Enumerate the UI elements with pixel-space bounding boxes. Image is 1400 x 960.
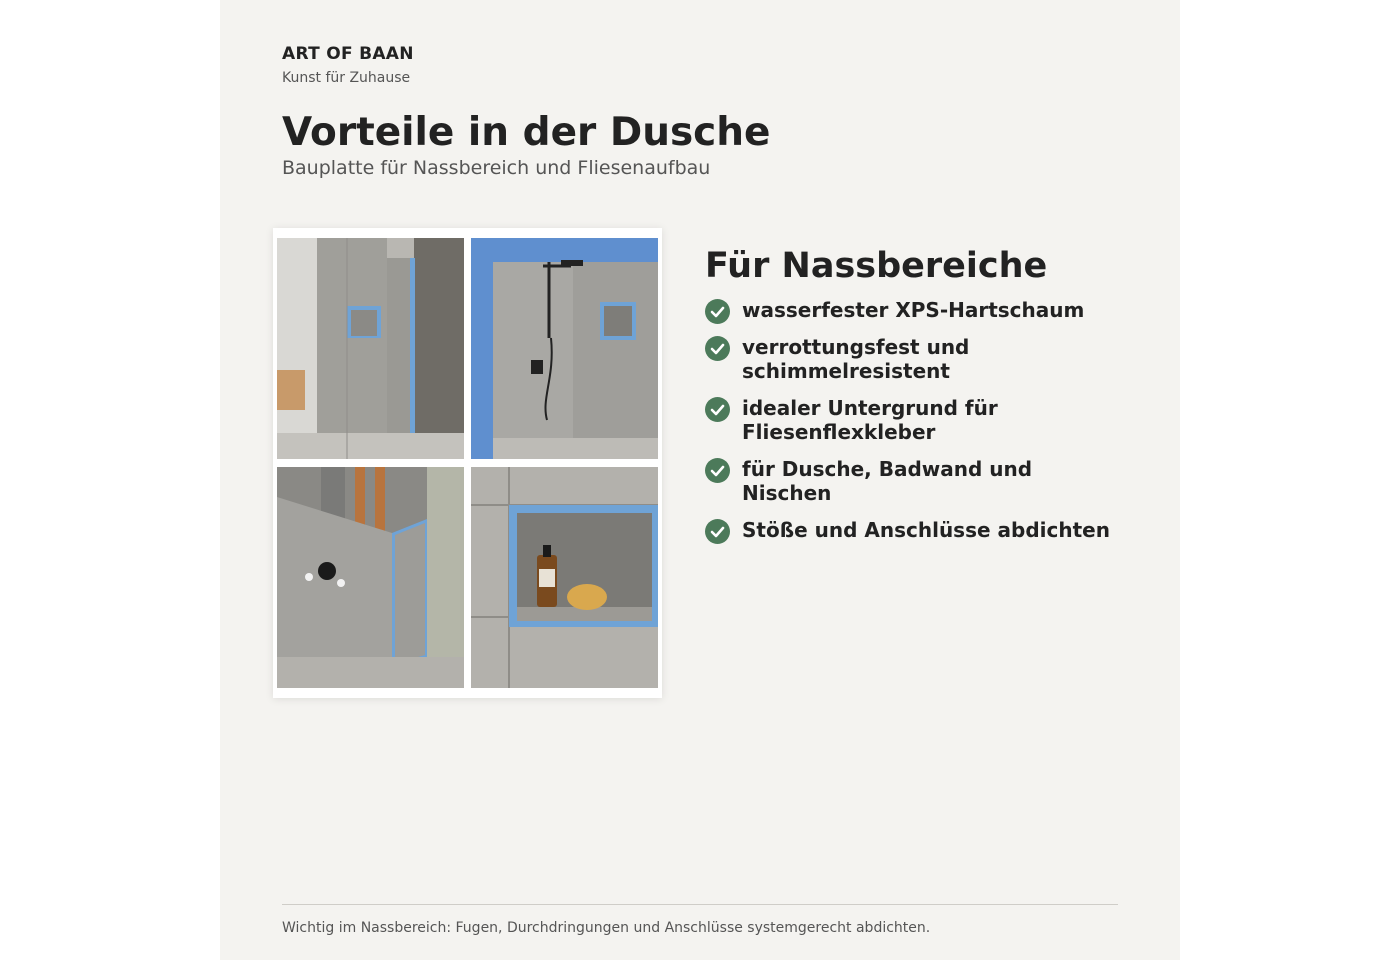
- brand-name: ART OF BAAN: [282, 44, 414, 64]
- feature-item: [705, 457, 1125, 505]
- page-title: Vorteile in der Dusche: [282, 110, 771, 155]
- check-circle-icon: [705, 458, 730, 483]
- feature-text: für Dusche, Badwand und Nischen: [742, 457, 1033, 505]
- photo-wall-boards: [277, 238, 464, 459]
- check-circle-icon: [705, 299, 730, 324]
- feature-list: [705, 298, 1125, 542]
- check-circle-icon: [705, 336, 730, 361]
- brand-tagline: Kunst für Zuhause: [282, 70, 411, 86]
- feature-text: verrottungsfest und schimmelresistent: [742, 335, 970, 383]
- product-photo-collage: [273, 228, 662, 698]
- photo-tiled-niche: [471, 467, 658, 688]
- brand-block: [282, 44, 414, 86]
- check-circle-icon: [705, 397, 730, 422]
- photo-shower-wall: [471, 238, 658, 459]
- features-panel: [705, 246, 1125, 555]
- feature-item: [705, 396, 1125, 444]
- photo-prewall-pipes: [277, 467, 464, 688]
- check-circle-icon: [705, 519, 730, 544]
- page-subtitle: Bauplatte für Nassbereich und Fliesenaufbau: [282, 157, 711, 179]
- feature-text: Stöße und Anschlüsse abdichten: [742, 518, 1110, 542]
- feature-text: wasserfester XPS-Hartschaum: [742, 298, 1085, 322]
- feature-item: [705, 518, 1125, 542]
- features-heading: Für Nassbereiche: [705, 246, 1048, 286]
- feature-text: idealer Untergrund für Fliesenflexkleber: [742, 396, 998, 444]
- footer-note: Wichtig im Nassbereich: Fugen, Durchdringungen und Anschlüsse systemgerecht abdichten.: [282, 920, 931, 936]
- footer-divider: [282, 904, 1118, 905]
- feature-item: [705, 335, 1125, 383]
- feature-item: [705, 298, 1125, 322]
- product-infographic: [220, 0, 1180, 960]
